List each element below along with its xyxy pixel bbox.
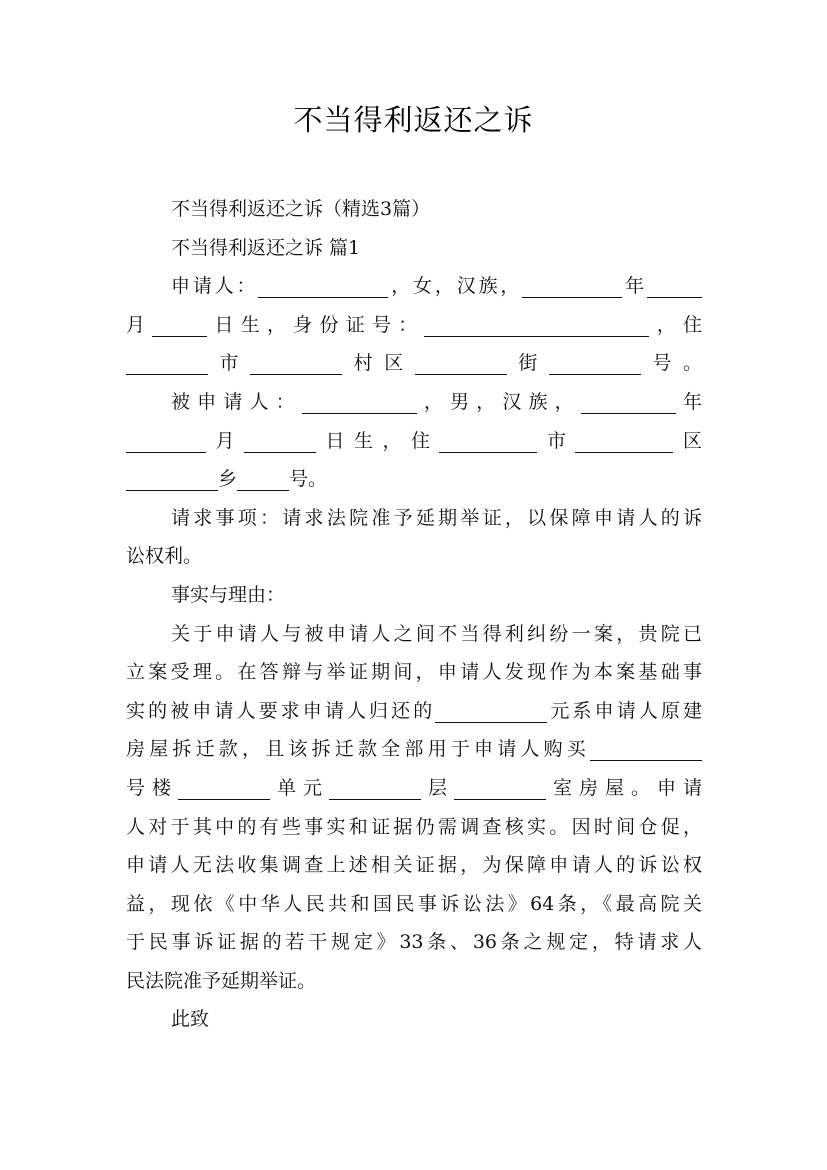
applicant-year-blank[interactable] — [522, 275, 622, 298]
facts-text: 层 — [421, 776, 454, 799]
applicant-year-label: 年 — [622, 275, 647, 298]
facts-line-10: 民法院准予延期举证。 — [126, 969, 317, 992]
room-blank[interactable] — [454, 777, 546, 800]
applicant-street-blank[interactable] — [415, 352, 507, 375]
applicant-id-blank[interactable] — [424, 314, 649, 337]
document-body — [126, 190, 702, 1039]
respondent-township-blank[interactable] — [126, 468, 218, 491]
applicant-line-2 — [126, 306, 702, 345]
building-blank[interactable] — [590, 738, 702, 761]
respondent-year-label: 年 — [675, 390, 702, 413]
respondent-label: 被申请人： — [171, 390, 302, 413]
facts-heading: 事实与理由： — [171, 583, 286, 606]
applicant-city-blank[interactable] — [126, 352, 208, 375]
respondent-township-label: 乡 — [218, 468, 238, 491]
applicant-month-label: 月 — [126, 313, 153, 336]
section-heading: 不当得利返还之诉 篇1 — [171, 236, 361, 259]
applicant-reside-label: ，住 — [649, 313, 702, 336]
applicant-label: 申请人： — [171, 275, 259, 298]
facts-line-1: 关于申请人与被申请人之间不当得利纠纷一案，贵院已 — [171, 622, 702, 645]
facts-text: 实的被申请人要求申请人归还的 — [126, 699, 436, 722]
applicant-number-label: 号。 — [640, 352, 702, 375]
respondent-year-blank[interactable] — [581, 391, 676, 414]
applicant-day-blank[interactable] — [152, 314, 207, 337]
facts-line-5 — [126, 769, 702, 808]
applicant-number-blank[interactable] — [549, 352, 641, 375]
facts-line-7: 申请人无法收集调查上述相关证据，为保障申请人的诉讼权 — [126, 854, 702, 877]
respondent-line-1 — [126, 383, 702, 422]
applicant-city-label: 市 — [208, 352, 251, 375]
respondent-reside-label: 日生，住 — [316, 429, 440, 452]
respondent-gender: ，男，汉族， — [416, 390, 581, 413]
unit-blank[interactable] — [178, 777, 270, 800]
document-title: 不当得利返还之诉 — [293, 103, 534, 137]
respondent-line-2 — [126, 422, 702, 461]
applicant-line-1 — [126, 267, 702, 306]
respondent-month-blank[interactable] — [126, 430, 206, 453]
facts-text: 室房屋。申请 — [546, 776, 702, 799]
respondent-city-label: 市 — [537, 429, 576, 452]
facts-text: 号楼 — [126, 776, 178, 799]
respondent-district-label: 区 — [673, 429, 702, 452]
applicant-village-blank[interactable] — [250, 352, 342, 375]
subtitle: 不当得利返还之诉（精选3篇） — [171, 198, 431, 220]
applicant-id-label: 日生，身份证号： — [207, 313, 425, 336]
amount-blank[interactable] — [435, 700, 547, 723]
facts-line-6: 人对于其中的有些事实和证据仍需调查核实。因时间仓促， — [126, 815, 702, 838]
applicant-village-label: 村区 — [342, 352, 415, 375]
facts-line-9: 于民事诉证据的若干规定》33条、36条之规定，特请求人 — [126, 931, 702, 954]
facts-line-3 — [126, 692, 702, 731]
facts-line-2: 立案受理。在答辩与举证期间，申请人发现作为本案基础事 — [126, 661, 702, 684]
respondent-number-blank[interactable] — [237, 468, 289, 491]
closing: 此致 — [171, 1008, 210, 1031]
facts-line-4 — [126, 730, 702, 769]
respondent-number-label: 号。 — [289, 468, 328, 491]
respondent-city-blank[interactable] — [439, 430, 537, 453]
respondent-district-blank[interactable] — [575, 430, 673, 453]
applicant-name-blank[interactable] — [258, 275, 388, 298]
facts-text: 房屋拆迁款，且该拆迁款全部用于申请人购买 — [126, 738, 590, 761]
respondent-month-label: 月 — [206, 429, 244, 452]
facts-line-8: 益，现依《中华人民共和国民事诉讼法》64条，《最高院关 — [126, 892, 702, 915]
respondent-line-3 — [126, 460, 702, 499]
applicant-gender: ，女，汉族， — [388, 275, 523, 298]
applicant-street-label: 街 — [506, 352, 549, 375]
floor-blank[interactable] — [329, 777, 421, 800]
respondent-name-blank[interactable] — [302, 391, 417, 414]
applicant-month-blank[interactable] — [647, 275, 702, 298]
facts-text: 元系申请人原建 — [547, 699, 702, 722]
respondent-day-blank[interactable] — [244, 430, 316, 453]
facts-text: 单元 — [270, 776, 329, 799]
request-line-1: 请求事项：请求法院准予延期举证，以保障申请人的诉 — [171, 506, 702, 529]
applicant-line-3 — [126, 344, 702, 383]
request-line-2: 讼权利。 — [126, 545, 203, 568]
